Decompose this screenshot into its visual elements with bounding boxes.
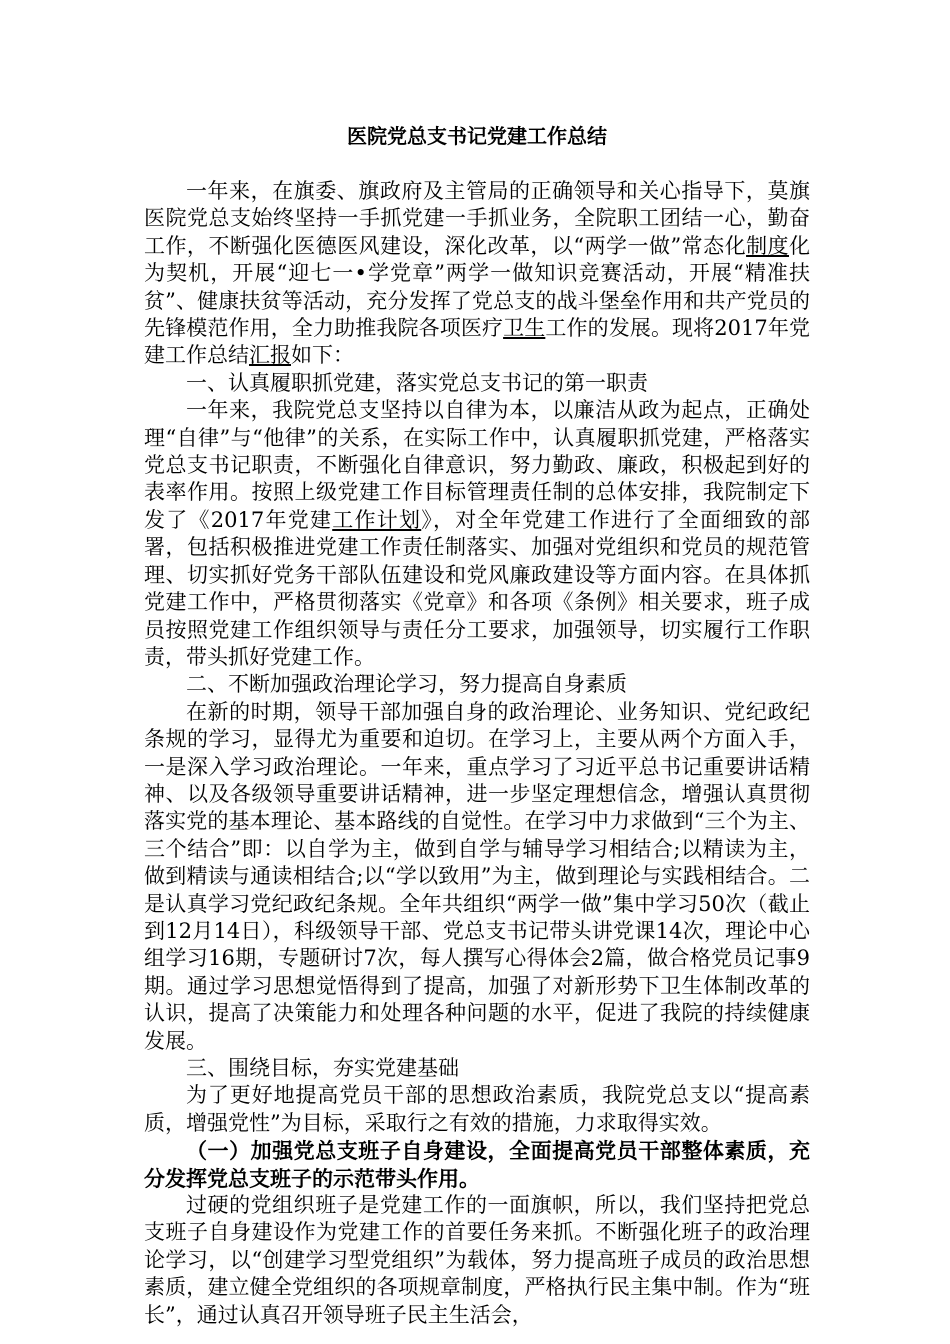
document-title: 医院党总支书记党建工作总结: [347, 124, 607, 148]
link-weisheng[interactable]: 卫生: [503, 316, 546, 341]
section1-text-2: 》，对全年党建工作进行了全面细致的部署，包括积极推进党建工作责任制落实、加强对党组织和党员的规范管理、切实抓好党务干部队伍建设和党风廉政建设等方面内容。在具体抓党建工作中，严格贯彻落实《党章》和各项《条例》相关要求，班子成员按照党建工作组织领导与责任分工要求，加强领导，切实履行工作职责，带头抓好党建工作。: [144, 507, 811, 669]
section1-paragraph: [144, 397, 810, 671]
section3-paragraph: 为了更好地提高党员干部的思想政治素质，我院党总支以“提高素质，增强党性”为目标，采取行之有效的措施，力求取得实效。: [144, 1083, 810, 1135]
intro-text-3: 工作的发展。现将2017年党建工作总结: [144, 316, 810, 368]
intro-text-2: 化为契机，开展“迎七一•学党章”两学一做知识竞赛活动，开展“精准扶贫”、健康扶贫等活动，充分发挥了党总支的战斗堡垒作用和共产党员的先锋模范作用，全力助推我院各项医疗: [144, 233, 810, 341]
link-gongzuo-jihua[interactable]: 工作计划: [332, 507, 422, 532]
section3-sub1-heading: （一）加强党总支班子自身建设，全面提高党员干部整体素质，充分发挥党总支班子的示范带头作用。: [144, 1138, 810, 1191]
link-huibao[interactable]: 汇报: [249, 343, 291, 368]
intro-text-4: 如下：: [291, 343, 354, 368]
link-zhidu[interactable]: 制度: [746, 233, 789, 258]
section1-text-1: 一年来，我院党总支坚持以自律为本，以廉洁从政为起点，正确处理“自律”与“他律”的关系，在实际工作中，认真履职抓党建，严格落实党总支书记职责，不断强化自律意识，努力勤政、廉政，积极起到好的表率作用。按照上级党建工作目标管理责任制的总体安排，我院制定下发了《2017年党建: [144, 398, 810, 532]
section3-sub1-paragraph: 过硬的党组织班子是党建工作的一面旗帜，所以，我们坚持把党总支班子自身建设作为党建工作的首要任务来抓。不断强化班子的政治理论学习，以“创建学习型党组织”为载体，努力提高班子成员的政治思想素质，建立健全党组织的各项规章制度，严格执行民主集中制。作为“班长”，通过认真召开领导班子民主生活会，: [144, 1193, 810, 1327]
intro-paragraph: [144, 178, 810, 370]
document-page: [144, 120, 810, 1329]
section2-paragraph: 在新的时期，领导干部加强自身的政治理论、业务知识、党纪政纪条规的学习，显得尤为重要和迫切。在学习上，主要从两个方面入手，一是深入学习政治理论。一年来，重点学习了习近平总书记重要讲话精神、以及各级领导重要讲话精神，进一步坚定理想信念，增强认真贯彻落实党的基本理论、基本路线的自觉性。在学习中力求做到“三个为主、三个结合”即：以自学为主，做到自学与辅导学习相结合;以精读为主，做到精读与通读相结合;以“学以致用”为主，做到理论与实践相结合。二是认真学习党纪政纪条规。全年共组织“两学一做”集中学习50次（截止到12月14日），科级领导干部、党总支书记带头讲党课14次，理论中心组学习16期，专题研讨7次，每人撰写心得体会2篇，做合格党员记事9期。通过学习思想觉悟得到了提高，加强了对新形势下卫生体制改革的认识，提高了决策能力和处理各种问题的水平，促进了我院的持续健康发展。: [144, 699, 810, 1053]
section2-heading: 二、不断加强政治理论学习，努力提高自身素质: [186, 672, 627, 697]
intro-text-1: 一年来，在旗委、旗政府及主管局的正确领导和关心指导下，莫旗医院党总支始终坚持一手抓党建一手抓业务，全院职工团结一心，勤奋工作，不断强化医德医风建设，深化改革，以“两学一做”常态化: [144, 179, 810, 258]
section1-heading: 一、认真履职抓党建，落实党总支书记的第一职责: [186, 370, 648, 395]
section3-heading: 三、围绕目标，夯实党建基础: [186, 1056, 459, 1080]
